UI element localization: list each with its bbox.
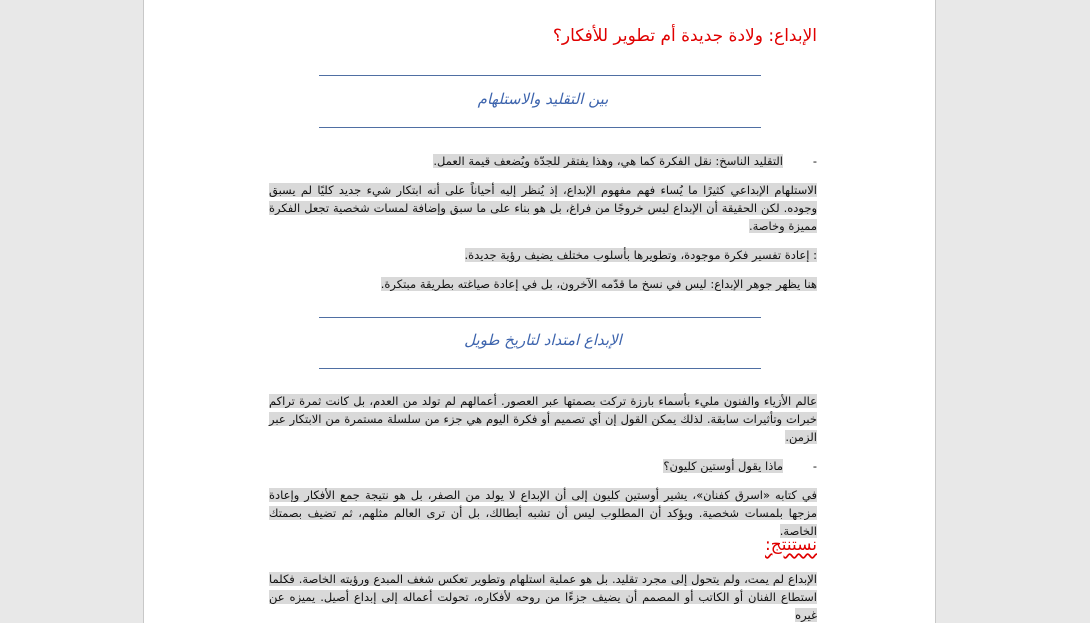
heading-rule-bottom [319,368,761,369]
paragraph-text: هنا يظهر جوهر الإبداع: ليس في نسخ ما قدّمه الآخرون، بل في إعادة صياغته بطريقة مبتكرة. [380,277,817,291]
paragraph-text: الإبداع لم يمت، ولم يتحول إلى مجرد تقليد. بل هو عملية استلهام وتطوير تعكس شغف المبدع ورؤيته الخاصة. فكلما استطاع الفنان أو الكاتب أو المصمم أن يضيف جزءًا من روحه لأفكاره، تحولت أعماله إلى إبداع أصيل. يميزه عن غيره [269,572,817,622]
paragraph-text: الاستلهام الإبداعي كثيرًا ما يُساء فهم مفهوم الإبداع، إذ يُنظر إليه أحياناً على أنه ابتكار شيء جديد كليًا لم يسبق وجوده. لكن الحقيقة أن الإبداع ليس خروجًا من فراغ، بل هو بناء على ما سبق وإضافة لمسات شخصية تجعل الفكرة مميزة وخاصة. [269,183,817,233]
heading-rule-top [319,75,761,76]
paragraph [269,275,817,293]
paragraph-text: عالم الأزياء والفنون مليء بأسماء بارزة تركت بصمتها عبر العصور. أعمالهم لم تولد من العدم، بل كانت ثمرة تراكم خبرات وتأثيرات سابقة. لذلك يمكن القول إن أي تصميم أو فكرة اليوم هي جزء من سلسلة مستمرة من الابتكار عبر الزمن. [269,394,817,444]
conclusion-heading: نستنتج: [765,535,817,555]
bullet-item [269,152,817,170]
paragraph-text: في كتابه «اسرق كفنان»، يشير أوستين كليون إلى أن الإبداع لا يولد من الصفر، بل هو نتيجة جمع الأفكار وإعادة مزجها بلمسات شخصية. ويؤكد أن المطلوب ليس أن تشبه أبطالك، بل أن ترى العالم مثلهم، ثم تضيف بصمتك الخاصة. [269,488,817,538]
section-heading-imitation: بين التقليد والاستلهام [477,90,609,108]
bullet-dash: - [812,459,817,473]
section-heading-history: الإبداع امتداد لتاريخ طويل [464,331,622,349]
paragraph [269,570,817,623]
paragraph [269,246,817,264]
paragraph [269,181,817,235]
bullet-text: ماذا يقول أوستين كليون؟ [663,459,783,473]
paragraph-text: : إعادة تفسير فكرة موجودة، وتطويرها بأسلوب مختلف يضيف رؤية جديدة. [464,248,817,262]
heading-rule-bottom [319,127,761,128]
bullet-text: التقليد الناسخ: نقل الفكرة كما هي، وهذا يفتقر للجدّة ويُضعف قيمة العمل. [433,154,783,168]
bullet-dash: - [812,154,817,168]
heading-rule-top [319,317,761,318]
bullet-item [269,457,817,475]
paragraph [269,392,817,446]
document-title: الإبداع: ولادة جديدة أم تطوير للأفكار؟ [552,26,817,46]
document-page [143,0,936,623]
paragraph [269,486,817,540]
